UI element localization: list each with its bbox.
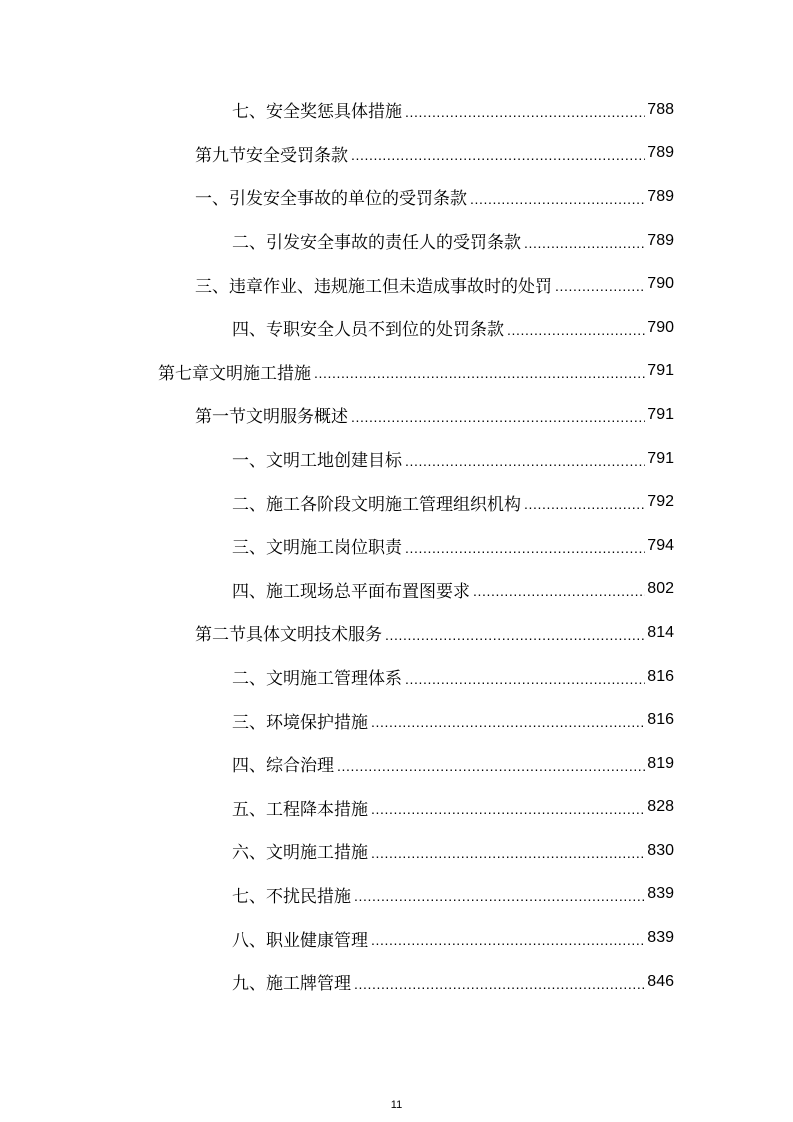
toc-entry-title: 六、文明施工措施 [232,843,368,864]
toc-entry-page: 816 [647,667,674,685]
toc-entry-title: 二、施工各阶段文明施工管理组织机构 [232,494,521,515]
toc-entry-page: 791 [647,449,674,467]
toc-entry[interactable] [0,132,793,176]
toc-entry-title: 第七章文明施工措施 [158,363,311,384]
toc-entry[interactable] [0,698,793,742]
toc-entry[interactable] [0,350,793,394]
toc-dot-leader [337,762,645,774]
toc-entry[interactable] [0,655,793,699]
toc-dot-leader [524,239,645,251]
toc-entry-title: 三、文明施工岗位职责 [232,538,402,559]
toc-entry-page: 791 [647,405,674,423]
toc-entry-page: 790 [647,275,674,293]
toc-entry-title: 三、环境保护措施 [232,712,368,733]
toc-entry-title: 四、综合治理 [232,756,334,777]
toc-entry[interactable] [0,960,793,1004]
toc-entry-page: 789 [647,144,674,162]
toc-entry[interactable] [0,524,793,568]
toc-dot-leader [385,631,645,643]
toc-dot-leader [405,457,645,469]
toc-entry-page: 789 [647,187,674,205]
toc-entry-page: 794 [647,536,674,554]
page-number: 11 [390,1099,403,1111]
toc-dot-leader [314,369,645,381]
toc-entry-page: 789 [647,231,674,249]
toc-dot-leader [354,980,645,992]
toc-entry-page: 846 [647,972,674,990]
toc-entry[interactable] [0,88,793,132]
toc-entry-page: 828 [647,798,674,816]
toc-entry[interactable] [0,219,793,263]
toc-dot-leader [405,544,645,556]
toc-entry-page: 788 [647,100,674,118]
toc-entry[interactable] [0,786,793,830]
toc-entry-title: 第二节具体文明技术服务 [195,625,382,646]
toc-entry[interactable] [0,611,793,655]
toc-entry-title: 四、专职安全人员不到位的处罚条款 [232,320,504,341]
toc-dot-leader [371,936,645,948]
toc-entry-page: 819 [647,754,674,772]
toc-entry[interactable] [0,306,793,350]
toc-entry-page: 791 [647,362,674,380]
toc-entry-page: 816 [647,711,674,729]
toc-entry[interactable] [0,742,793,786]
toc-dot-leader [354,892,645,904]
toc-entry[interactable] [0,262,793,306]
toc-dot-leader [371,718,645,730]
toc-entry[interactable] [0,829,793,873]
toc-dot-leader [473,587,645,599]
toc-entry-title: 二、文明施工管理体系 [232,669,402,690]
toc-entry-title: 第一节文明服务概述 [195,407,348,428]
toc-dot-leader [351,413,645,425]
toc-entry-page: 790 [647,318,674,336]
toc-dot-leader [507,326,645,338]
toc-entry-title: 第九节安全受罚条款 [195,145,348,166]
toc-entry-title: 九、施工牌管理 [232,974,351,995]
toc-entry-title: 七、安全奖惩具体措施 [232,102,402,123]
toc-dot-leader [405,108,645,120]
toc-dot-leader [555,282,645,294]
toc-entry-page: 814 [647,623,674,641]
toc-dot-leader [470,195,645,207]
toc-entry-title: 五、工程降本措施 [232,799,368,820]
toc-entry-title: 三、违章作业、违规施工但未造成事故时的处罚 [195,276,552,297]
toc-entry[interactable] [0,568,793,612]
toc-entry-page: 839 [647,929,674,947]
toc-entry-page: 802 [647,580,674,598]
toc-entry-page: 830 [647,841,674,859]
toc-entry-title: 二、引发安全事故的责任人的受罚条款 [232,233,521,254]
toc-dot-leader [371,805,645,817]
toc-entry[interactable] [0,916,793,960]
toc-entry-page: 792 [647,493,674,511]
toc-dot-leader [524,500,645,512]
toc-entry[interactable] [0,437,793,481]
toc-dot-leader [371,849,645,861]
toc-dot-leader [405,675,645,687]
toc-entry-title: 七、不扰民措施 [232,886,351,907]
toc-entry-title: 四、施工现场总平面布置图要求 [232,581,470,602]
toc-entry[interactable] [0,393,793,437]
toc-entry-title: 一、引发安全事故的单位的受罚条款 [195,189,467,210]
table-of-contents [0,88,793,1003]
toc-entry[interactable] [0,175,793,219]
toc-entry[interactable] [0,873,793,917]
toc-entry-title: 八、职业健康管理 [232,930,368,951]
toc-entry-page: 839 [647,885,674,903]
toc-entry[interactable] [0,480,793,524]
toc-entry-title: 一、文明工地创建目标 [232,451,402,472]
toc-dot-leader [351,151,645,163]
